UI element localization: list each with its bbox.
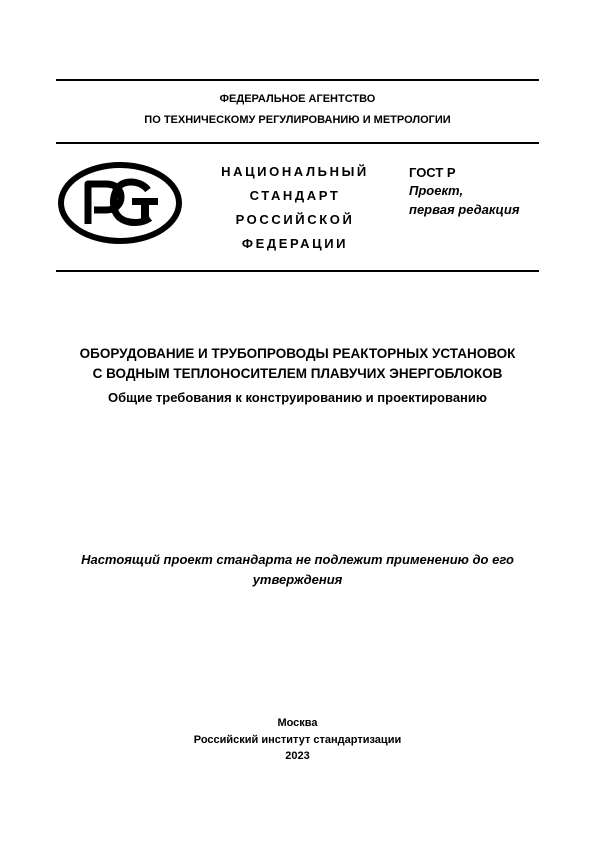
rst-logo-icon [58,162,182,244]
draft-notice [40,550,555,590]
draft-note-line-1: Проект, [409,183,464,198]
notice-line-2: утверждения [252,572,343,587]
standard-line-2: СТАНДАРТ [249,188,341,203]
footer-year: 2023 [285,750,310,762]
top-rule [56,79,539,81]
standard-line-1: НАЦИОНАЛЬНЫЙ [221,164,369,179]
agency-line-2: ПО ТЕХНИЧЕСКОМУ РЕГУЛИРОВАНИЮ И МЕТРОЛОГИИ [144,114,451,126]
document-title-line-1: ОБОРУДОВАНИЕ И ТРУБОПРОВОДЫ РЕАКТОРНЫХ УСТАНОВОК [79,346,516,361]
gost-code: ГОСТ Р [409,165,456,180]
document-title-line-2: С ВОДНЫМ ТЕПЛОНОСИТЕЛЕМ ПЛАВУЧИХ ЭНЕРГОБЛОКОВ [92,366,503,381]
notice-line-1: Настоящий проект стандарта не подлежит применению до его [81,552,514,567]
standard-line-3: РОССИЙСКОЙ [235,212,355,227]
draft-note-line-2: первая редакция [409,202,520,217]
header-rule [56,142,539,144]
agency-line-1: ФЕДЕРАЛЬНОЕ АГЕНТСТВО [219,93,376,105]
national-standard-block [200,160,390,256]
document-subtitle: Общие требования к конструированию и проектированию [107,390,487,405]
standard-line-4: ФЕДЕРАЦИИ [241,236,349,251]
footer-city: Москва [277,717,318,729]
header-bottom-rule [56,270,539,272]
footer-publisher: Российский институт стандартизации [193,734,402,746]
